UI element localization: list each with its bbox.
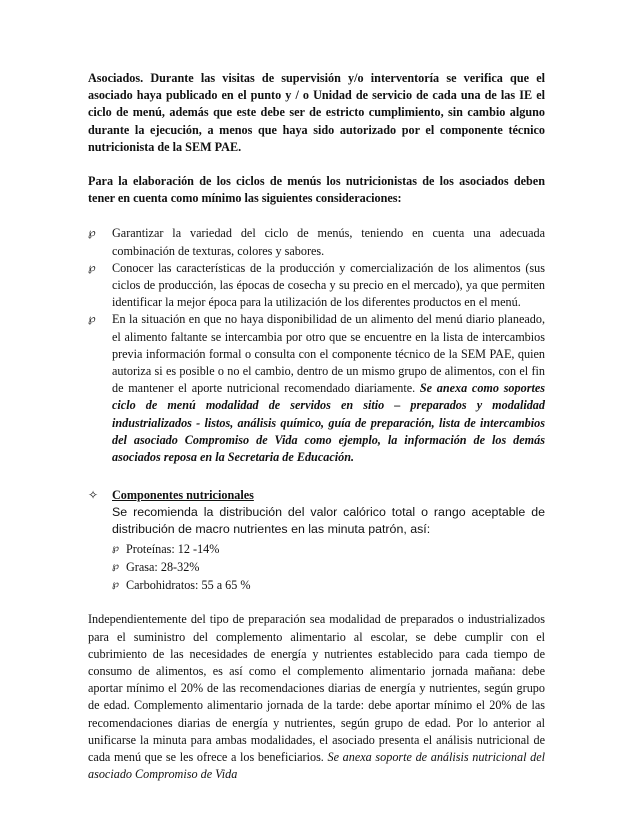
paragraph-asociados: Asociados. Durante las visitas de supervisión y/o interventoría se verifica que el asociado haya publicado en el punto y / o Unidad de servicio de cada una de las IE el ciclo de menú, además que este debe ser de estricto cumplimiento, sin cambio alguno durante la ejecución, a menos que haya sido autorizado por el componente técnico nutricionista de la SEM PAE. bbox=[88, 71, 545, 154]
weierstrass-bullet-icon: ℘ bbox=[112, 561, 119, 573]
considerations-list bbox=[88, 225, 545, 466]
paragraph-text: Independientemente del tipo de preparación sea modalidad de preparados o industrializados para el suministro del complemento alimentario al escolar, se debe cumplir con el cubrimiento de las necesidades de energía y nutrientes establecido para cada tiempo de consumo de alimentos, es así como el complemento alimentario jornada mañana: debe aportar mínimo el 20% de las recomendaciones diarias de energía y nutrientes, según grupo de edad. Complemento alimentario jornada de la tarde: debe aportar mínimo el 20% de las recomendaciones diarias de energía y nutrientes, según grupo de edad. Por lo anterior al unificarse la minuta para ambas modalidades, el asociado presenta el análisis nutricional de cada menú que se les ofrece a los beneficiarios. bbox=[88, 612, 545, 765]
macronutrient-fat: Grasa: 28-32% bbox=[126, 560, 200, 575]
macronutrient-protein: Proteínas: 12 -14% bbox=[126, 542, 220, 557]
list-item-text: En la situación en que no haya disponibilidad de un alimento del menú diario planeado, el alimento faltante se intercambia por otro que se encuentre en la lista de intercambios previa información formal o consulta con el componente técnico de la SEM PAE, quien autoriza si es posible o no el cambio, dentro de un mismo grupo de alimentos, con el fin de mantener el aporte nutricional recomendado diariamente. bbox=[112, 312, 545, 396]
weierstrass-bullet-icon: ℘ bbox=[88, 227, 96, 240]
components-title: Componentes nutricionales bbox=[112, 488, 254, 503]
list-item bbox=[88, 260, 545, 312]
list-item bbox=[88, 311, 545, 466]
weierstrass-bullet-icon: ℘ bbox=[88, 261, 96, 274]
list-item bbox=[112, 558, 545, 576]
components-text: Se recomienda la distribución del valor calórico total o rango aceptable de distribución de macro nutrientes en las minuta patrón, así: bbox=[112, 505, 545, 537]
weierstrass-bullet-icon: ℘ bbox=[88, 313, 96, 326]
list-item bbox=[112, 576, 545, 594]
list-item-text: Conocer las características de la producción y comercialización de los alimentos (sus ciclos de producción, las épocas de cosecha y su precio en el mercado), ya que permiten identificar la mejor época para la utilización de los diferentes productos en el menú. bbox=[112, 260, 545, 310]
macronutrient-carbs: Carbohidratos: 55 a 65 % bbox=[126, 578, 251, 593]
list-item bbox=[88, 225, 545, 259]
spacer bbox=[88, 594, 545, 611]
paragraph-italic-note: Se anexa soporte de análisis nutricional del asociado Compromiso de Vida bbox=[88, 750, 545, 782]
list-item bbox=[112, 540, 545, 558]
list-item-text: Garantizar la variedad del ciclo de menús, teniendo en cuenta una adecuada combinación de texturas, colores y sabores. bbox=[112, 226, 545, 258]
document-page bbox=[88, 70, 545, 784]
components-section bbox=[88, 487, 545, 594]
spacer bbox=[88, 466, 545, 483]
spacer bbox=[88, 207, 545, 225]
weierstrass-bullet-icon: ℘ bbox=[112, 579, 119, 591]
sparkle-bullet-icon: ✧ bbox=[88, 488, 99, 503]
list-item-emphasis: Se anexa como soportes ciclo de menú modalidad de servidos en sitio – preparados y modalidad industrializados - listos, análisis químico, guía de preparación, lista de intercambios del asociado Compromiso de Vida como ejemplo, la información de los demás asociados reposa en la Secretaria de Educación. bbox=[112, 381, 545, 465]
macronutrient-list bbox=[112, 540, 545, 594]
weierstrass-bullet-icon: ℘ bbox=[112, 543, 119, 555]
paragraph-independientemente bbox=[88, 611, 545, 783]
paragraph-consideraciones: Para la elaboración de los ciclos de menús los nutricionistas de los asociados deben tener en cuenta como mínimo las siguientes consideraciones: bbox=[88, 174, 545, 206]
spacer bbox=[88, 156, 545, 173]
